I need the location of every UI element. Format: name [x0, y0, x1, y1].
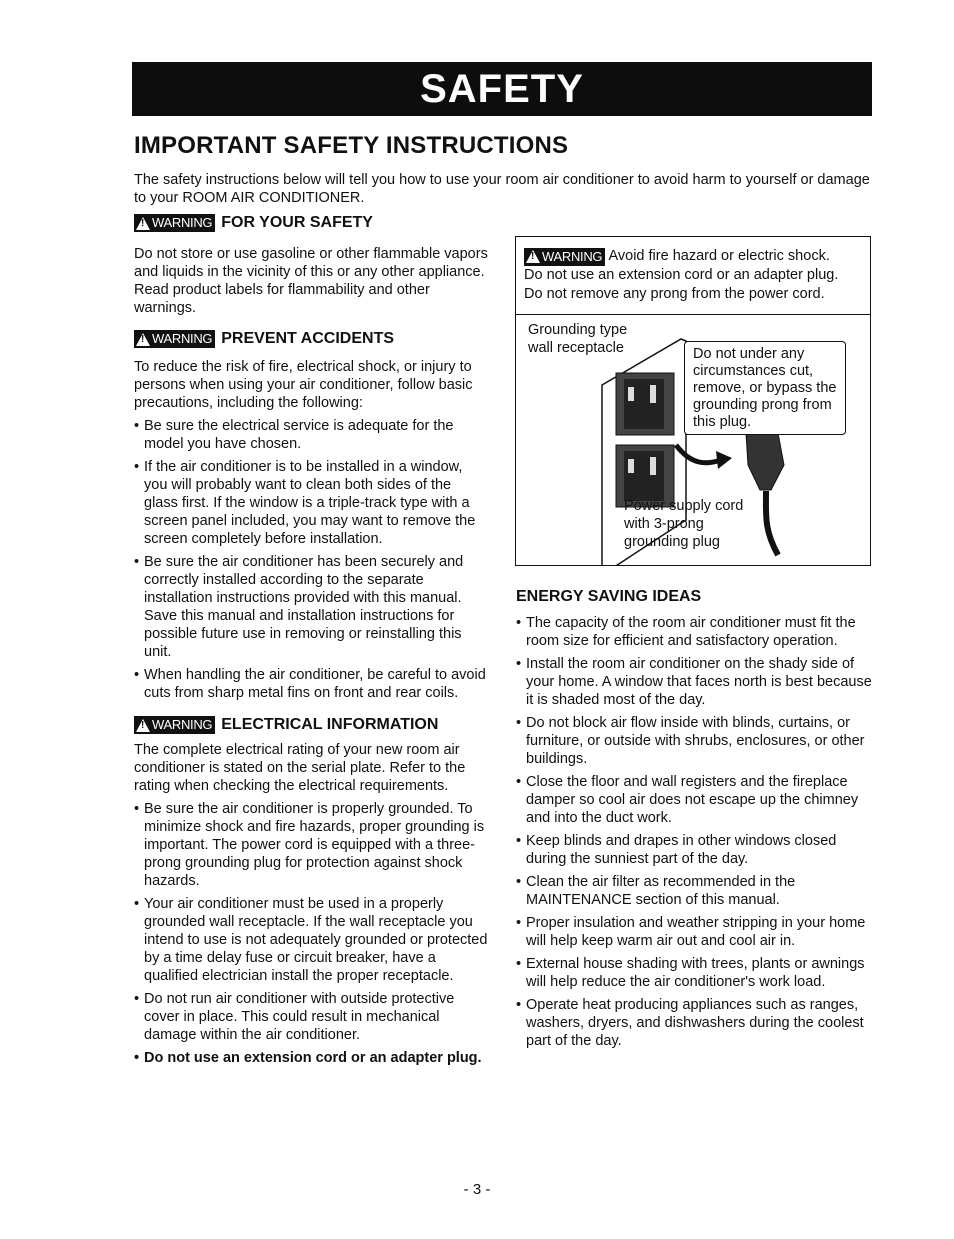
list-item: • Proper insulation and weather stripping in your home will help keep warm air out and cool air in. [516, 914, 872, 950]
cord-label-2: with 3-prong [624, 516, 704, 532]
prevent-accidents-list [134, 417, 488, 702]
cord-label-3: grounding plug [624, 534, 720, 550]
list-item: • External house shading with trees, plants or awnings will help reduce the air conditioner's work load. [516, 955, 872, 991]
list-item-bold: • Do not use an extension cord or an adapter plug. [134, 1049, 488, 1067]
warning-triangle-icon: ! [136, 333, 150, 346]
list-item: • Do not block air flow inside with blinds, curtains, or furniture, or outside with shrubs, enclosures, or other buildings. [516, 714, 872, 768]
list-item: • Do not run air conditioner with outside protective cover in place. This could result in mechanical damage within the air conditioner. [134, 990, 488, 1044]
callout-box: Do not under any circumstances cut, remove, or bypass the grounding prong from this plug. [684, 341, 846, 435]
electrical-heading: ! WARNING ELECTRICAL INFORMATION [134, 716, 488, 734]
energy-list [516, 614, 872, 1050]
your-safety-text: Do not store or use gasoline or other flammable vapors and liquids in the vicinity of this or any other appliance. Read product labels for flammability and other warnings. [134, 246, 488, 316]
warning-badge: ! WARNING [134, 330, 215, 348]
list-item: • Clean the air filter as recommended in the MAINTENANCE section of this manual. [516, 873, 872, 909]
section-banner: SAFETY [132, 62, 872, 116]
cord-label-1: Power supply cord [624, 498, 744, 514]
warning-line-1: Avoid fire hazard or electric shock. [608, 248, 830, 264]
list-item: • Be sure the air conditioner has been securely and correctly installed according to the separate installation instructions provided with this manual. Save this manual and installation instructions for possible future use in removing or reinstalling this unit. [134, 553, 488, 661]
receptacle-label-2: wall receptacle [528, 340, 624, 356]
warning-badge: ! WARNING [134, 214, 215, 232]
list-item: • Operate heat producing appliances such as ranges, washers, dryers, and dishwashers during the coolest part of the day. [516, 996, 872, 1050]
list-item: • The capacity of the room air conditioner must fit the room size for efficient and satisfactory operation. [516, 614, 872, 650]
warning-triangle-icon: ! [136, 217, 150, 230]
list-item: • Keep blinds and drapes in other windows closed during the sunniest part of the day. [516, 832, 872, 868]
plug-body [746, 433, 784, 490]
warning-triangle-icon: ! [136, 719, 150, 732]
list-item: • Be sure the air conditioner is properly grounded. To minimize shock and fire hazards, proper grounding is important. The power cord is equipped with a three-prong grounding plug for protection against shock hazards. [134, 800, 488, 890]
page-number: - 3 - [463, 1181, 491, 1198]
warning-line-3: Do not remove any prong from the power cord. [524, 286, 825, 302]
warning-badge: ! WARNING [524, 248, 605, 266]
list-item: • Be sure the electrical service is adequate for the model you have chosen. [134, 417, 488, 453]
warning-line-2: Do not use an extension cord or an adapter plug. [524, 267, 839, 283]
list-item: • If the air conditioner is to be installed in a window, you will probably want to clean both sides of the glass first. If the window is a triple-track type with a screen panel included, you may want to remove the screen completely before installation. [134, 458, 488, 548]
warning-box [515, 236, 871, 566]
energy-heading: ENERGY SAVING IDEAS [516, 588, 702, 605]
intro-text: The safety instructions below will tell you how to use your room air conditioner to avoid harm to yourself or damage to your ROOM AIR CONDITIONER. [134, 172, 870, 206]
left-column [134, 214, 488, 1067]
grounding-plug-figure [516, 315, 870, 565]
electrical-text: The complete electrical rating of your new room air conditioner is stated on the serial plate. Refer to the rating when checking the electrical requirements. [134, 742, 466, 794]
arrow-head-icon [716, 451, 732, 469]
warning-box-text [516, 237, 870, 315]
electrical-list [134, 800, 488, 1067]
page-title: IMPORTANT SAFETY INSTRUCTIONS [134, 132, 569, 159]
warning-badge: ! WARNING [134, 716, 215, 734]
your-safety-heading: ! WARNING FOR YOUR SAFETY [134, 214, 488, 232]
prevent-accidents-text: To reduce the risk of fire, electrical shock, or injury to persons when using your air conditioner, follow basic precautions, including the following: [134, 359, 473, 411]
list-item: • Install the room air conditioner on the shady side of your home. A window that faces north is best because it is shaded most of the day. [516, 655, 872, 709]
energy-saving-section [516, 588, 872, 1050]
prevent-accidents-heading: ! WARNING PREVENT ACCIDENTS [134, 330, 488, 348]
receptacle-label-1: Grounding type [528, 322, 628, 338]
list-item: • Close the floor and wall registers and the fireplace damper so cool air does not escape up the chimney and into the duct work. [516, 773, 872, 827]
list-item: • When handling the air conditioner, be careful to avoid cuts from sharp metal fins on front and rear coils. [134, 666, 488, 702]
warning-triangle-icon: ! [526, 250, 540, 263]
power-cord [766, 491, 778, 555]
list-item: • Your air conditioner must be used in a properly grounded wall receptacle. If the wall receptacle you intend to use is not adequately grounded or protected by a time delay fuse or circuit breaker, have a qualified electrician install the proper receptacle. [134, 895, 488, 985]
